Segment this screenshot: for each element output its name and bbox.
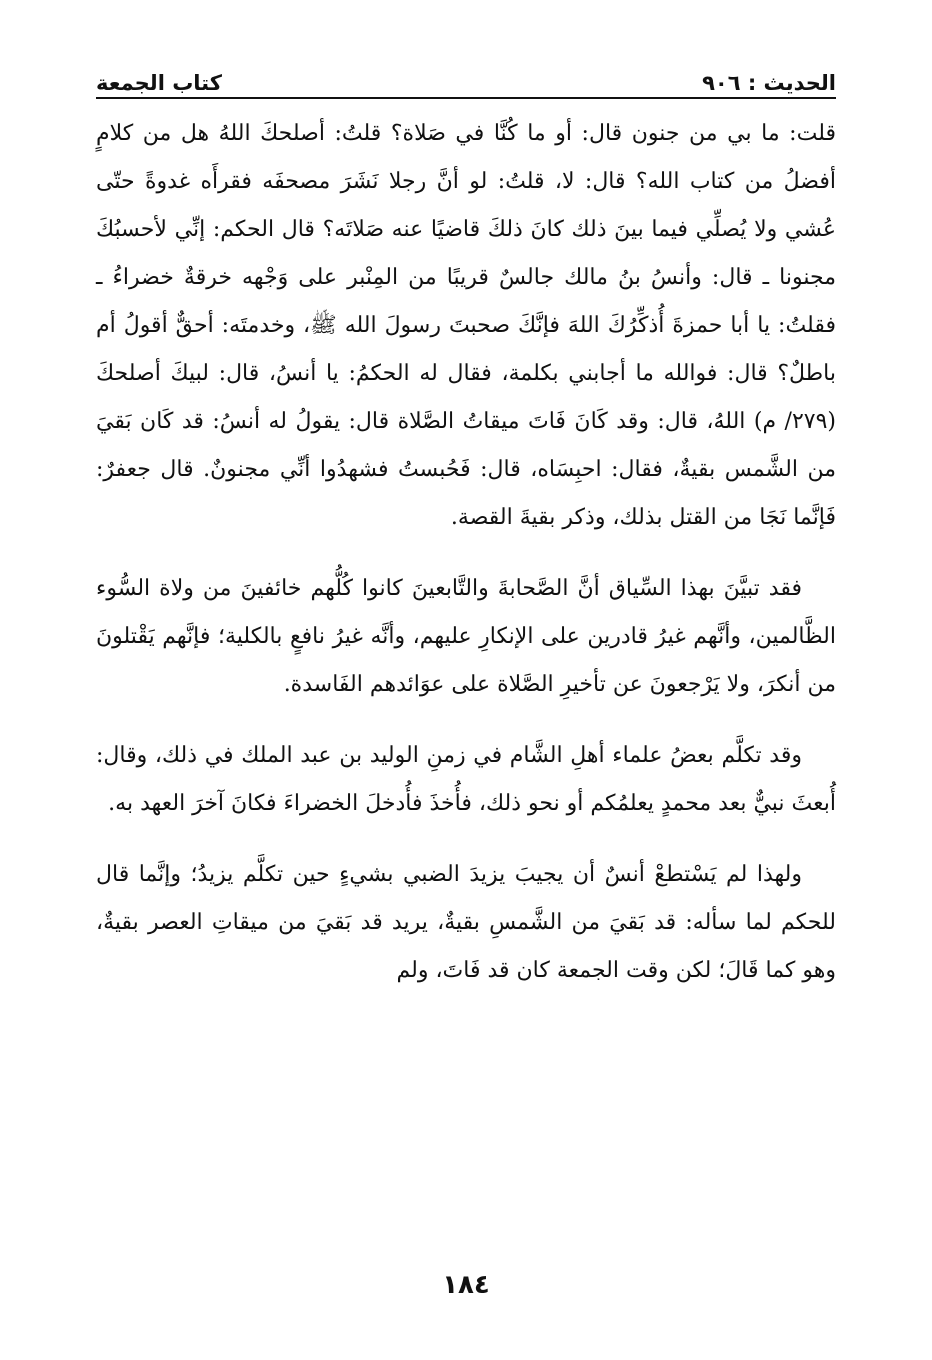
paragraph: ولهذا لم يَسْتطعْ أنسٌ أن يجيبَ يزيدَ الضبي بشيءٍ حين تكلَّم يزيدُ؛ وإنَّما قال للحكم لما سأله: قد بَقيَ من الشَّمسِ بقيةٌ، يريد قد بَقيَ من ميقاتِ العصر بقيةٌ، وهو كما قَالَ؛ لكن وقت الجمعة كان قد فَاتَ، ولم [96,862,836,983]
running-header [96,58,836,98]
paragraph: قلت: ما بي من جنون قال: أو ما كُنَّا في صَلاة؟ قلتُ: أصلحكَ اللهُ هل من كلامٍ أفضلُ من كتاب الله؟ قال: لا، قلتُ: لو أنَّ رجلا نَشَرَ مصحفَه فقرأَه غدوةً حتّى عُشي ولا يُصلِّي فيما بينَ ذلك كانَ ذلكَ قاضيًا عنه صَلاتَه؟ قال الحكم: إنِّي لأحسبُكَ مجنونا ـ قال: وأنسُ بنُ مالك جالسٌ قريبًا من المِنْبر على وَجْهه خرقةٌ خضراءُ ـ فقلتُ: يا أبا حمزةَ أُذكِّرُكَ اللهَ فإنَّكَ صحبتَ رسولَ الله ﷺ، وخدمتَه: أحقٌّ أقولُ أم باطلٌ؟ قال: فوالله ما أجابني بكلمة، فقال له الحكمُ: يا أنسُ، قال: لبيكَ أصلحكَ (٢٧٩/ م) اللهُ، قال: وقد كَانَ فَاتَ ميقاتُ الصَّلاة قال: يقولُ له أنسُ: قد كَان بَقيَ من الشَّمس بقيةٌ، فقال: احبِسَاه، قال: فَحُبستُ فشهدُوا أنِّي مجنونٌ. قال جعفرٌ: فَإنَّما نَجَا من القتل بذلك، وذكر بقيةَ القصة. [96,121,836,530]
body-text [96,110,836,1018]
paragraph: فقد تبيَّنَ بهذا السِّياق أنَّ الصَّحابةَ والتَّابعينَ كانوا كُلُّهم خائفينَ من ولاة السُّوء الظَّالمين، وأنَّهم غيرُ قادرين على الإنكارِ عليهم، وأنَّه غيرُ نافعٍ بالكلية؛ فإنَّهم يَقْتلونَ من أنكرَ، ولا يَرْجعونَ عن تأخيرِ الصَّلاة على عوَائدهم الفَاسدة. [96,576,836,697]
paragraph: وقد تكلَّم بعضُ علماء أهلِ الشَّام في زمنِ الوليد بن عبد الملك في ذلك، وقال: أُبعثَ نبيٌّ بعد محمدٍ يعلمُكم أو نحو ذلك، فأُخذَ فأُدخلَ الخضراءَ فكانَ آخرَ العهد به. [96,743,836,816]
header-divider [96,97,836,99]
page-number: ١٨٤ [442,1270,490,1300]
book-title: كتاب الجمعة [96,71,222,95]
hadith-number-label: الحديث : ٩٠٦ [702,71,836,95]
